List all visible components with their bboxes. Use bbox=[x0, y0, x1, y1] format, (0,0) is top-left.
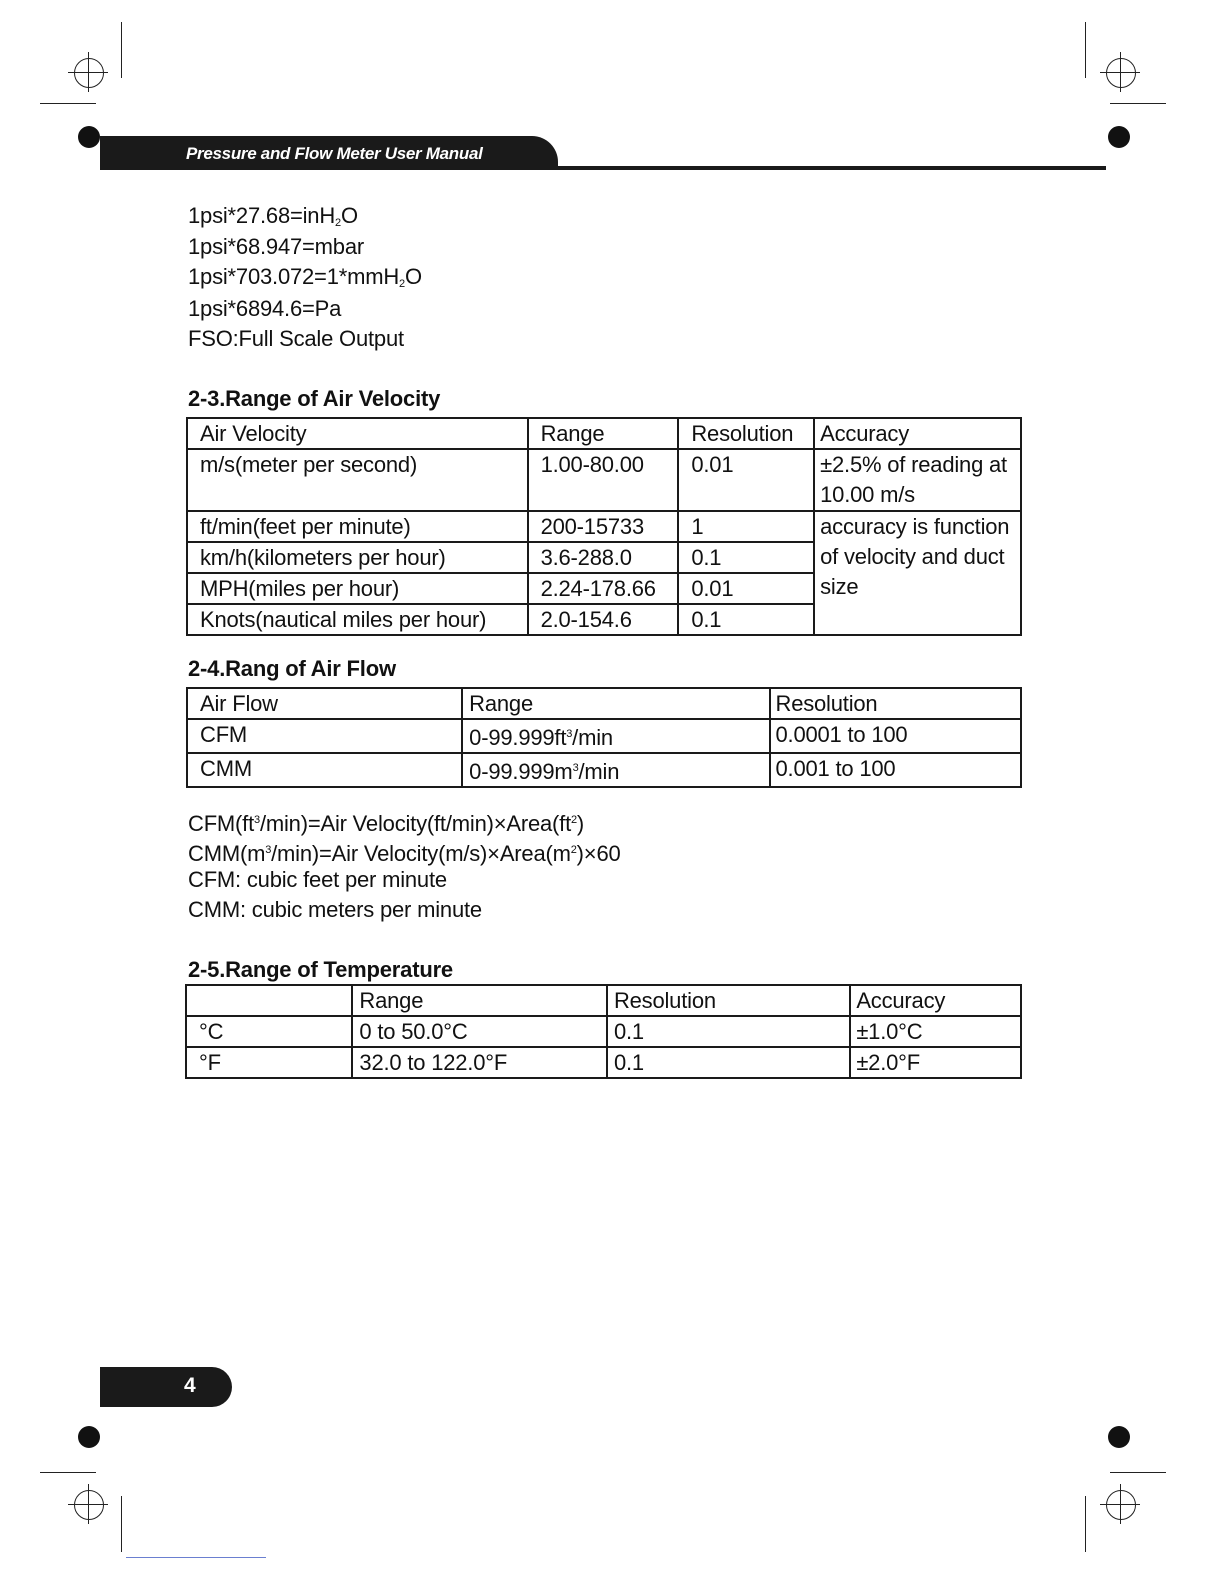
range-cell: $0-99.999m^3/\min$ bbox=[462, 753, 769, 787]
range-cell: 2.0-154.6 bbox=[528, 604, 679, 635]
registration-dot-icon bbox=[78, 126, 100, 148]
registration-dot-icon bbox=[1108, 126, 1130, 148]
resolution-cell: 0.01 bbox=[678, 573, 814, 604]
range-cell: 200-15733 bbox=[528, 511, 679, 542]
accuracy-note-cell: accuracy is function of velocity and duct size bbox=[814, 511, 1021, 635]
resolution-cell: 0.1 bbox=[607, 1047, 850, 1078]
temperature-table bbox=[185, 984, 1022, 1079]
unit-cell: ft/min(feet per minute) bbox=[187, 511, 528, 542]
unit-cell: °F bbox=[186, 1047, 352, 1078]
table-row bbox=[186, 1016, 1021, 1047]
air-velocity-table bbox=[186, 417, 1022, 636]
conversion-pa: 1psi*6894.6=Pa bbox=[188, 296, 342, 321]
section-heading-temperature: 2-5.Range of Temperature bbox=[188, 957, 453, 982]
accuracy-cell: ±1.0°C bbox=[850, 1016, 1021, 1047]
crosshair-icon bbox=[74, 58, 104, 88]
page-number: 4 bbox=[184, 1374, 196, 1397]
formula-cfm: $CFM(ft^3/\min)=Air$ $Velocity(ft/\min)\times Area(ft^2)$ bbox=[188, 811, 585, 836]
range-cell: 2.24-178.66 bbox=[528, 573, 679, 604]
unit-cell: km/h(kilometers per hour) bbox=[187, 542, 528, 573]
table-header-row bbox=[186, 985, 1021, 1016]
conversion-mmh2o: 1psi*703.072=1*mmH$_2$O bbox=[188, 264, 422, 290]
range-cell: $0-99.999ft^3/\min$ bbox=[462, 719, 769, 753]
header-rule bbox=[100, 166, 1106, 170]
header-cell: Range bbox=[528, 418, 679, 449]
unit-cell: MPH(miles per hour) bbox=[187, 573, 528, 604]
crosshair-icon bbox=[1106, 1490, 1136, 1520]
header-cell: Range bbox=[352, 985, 607, 1016]
fso-definition: FSO:Full Scale Output bbox=[188, 326, 404, 351]
resolution-cell: 1 bbox=[678, 511, 814, 542]
range-cell: 3.6-288.0 bbox=[528, 542, 679, 573]
resolution-cell: 0.1 bbox=[678, 604, 814, 635]
section-heading-air-flow: 2-4.Rang of Air Flow bbox=[188, 656, 396, 681]
table-row bbox=[187, 449, 1021, 511]
header-title: Pressure and Flow Meter User Manual bbox=[186, 144, 483, 163]
header-cell: Air Flow bbox=[187, 688, 462, 719]
header-cell: Resolution bbox=[678, 418, 814, 449]
header-cell: Accuracy bbox=[814, 418, 1021, 449]
section-heading-air-velocity: 2-3.Range of Air Velocity bbox=[188, 386, 441, 411]
header-cell: Air Velocity bbox=[187, 418, 528, 449]
registration-dot-icon bbox=[1108, 1426, 1130, 1448]
resolution-cell: 0.01 bbox=[678, 449, 814, 511]
unit-cell: °C bbox=[186, 1016, 352, 1047]
resolution-cell: 0.001 to 100 bbox=[770, 753, 1022, 787]
unit-cell: m/s(meter per second) bbox=[187, 449, 528, 511]
cfm-definition: CFM: cubic feet per minute bbox=[188, 867, 447, 892]
table-header-row bbox=[187, 418, 1021, 449]
resolution-cell: 0.1 bbox=[607, 1016, 850, 1047]
table-row bbox=[187, 511, 1021, 542]
header-cell: Accuracy bbox=[850, 985, 1021, 1016]
resolution-cell: 0.0001 to 100 bbox=[770, 719, 1022, 753]
header-cell: Resolution bbox=[770, 688, 1022, 719]
formula-cmm: $CMM(m^3/\min)=Air$ $Velocity(m/s)\times Area(m^2)\times 60$ bbox=[188, 841, 621, 866]
flow-name-cell: CFM bbox=[187, 719, 462, 753]
cmm-definition: CMM: cubic meters per minute bbox=[188, 897, 482, 922]
header-cell: Range bbox=[462, 688, 769, 719]
accuracy-cell: ±2.5% of reading at 10.00 m/s bbox=[814, 449, 1021, 511]
range-cell: 32.0 to 122.0°F bbox=[352, 1047, 607, 1078]
conversion-mbar: 1psi*68.947=mbar bbox=[188, 234, 364, 259]
registration-dot-icon bbox=[78, 1426, 100, 1448]
header-cell: Resolution bbox=[607, 985, 850, 1016]
crosshair-icon bbox=[1106, 58, 1136, 88]
table-row bbox=[187, 719, 1021, 753]
unit-cell: Knots(nautical miles per hour) bbox=[187, 604, 528, 635]
conversion-inh2o: 1psi*27.68=inH$_2$O bbox=[188, 203, 358, 229]
air-flow-table bbox=[186, 687, 1022, 788]
table-header-row bbox=[187, 688, 1021, 719]
bottom-rule bbox=[126, 1557, 266, 1558]
range-cell: 0 to 50.0°C bbox=[352, 1016, 607, 1047]
accuracy-cell: ±2.0°F bbox=[850, 1047, 1021, 1078]
resolution-cell: 0.1 bbox=[678, 542, 814, 573]
table-row bbox=[187, 753, 1021, 787]
crosshair-icon bbox=[74, 1490, 104, 1520]
table-row bbox=[186, 1047, 1021, 1078]
range-cell: 1.00-80.00 bbox=[528, 449, 679, 511]
page-number-tab bbox=[100, 1367, 232, 1407]
flow-name-cell: CMM bbox=[187, 753, 462, 787]
header-cell bbox=[186, 985, 352, 1016]
